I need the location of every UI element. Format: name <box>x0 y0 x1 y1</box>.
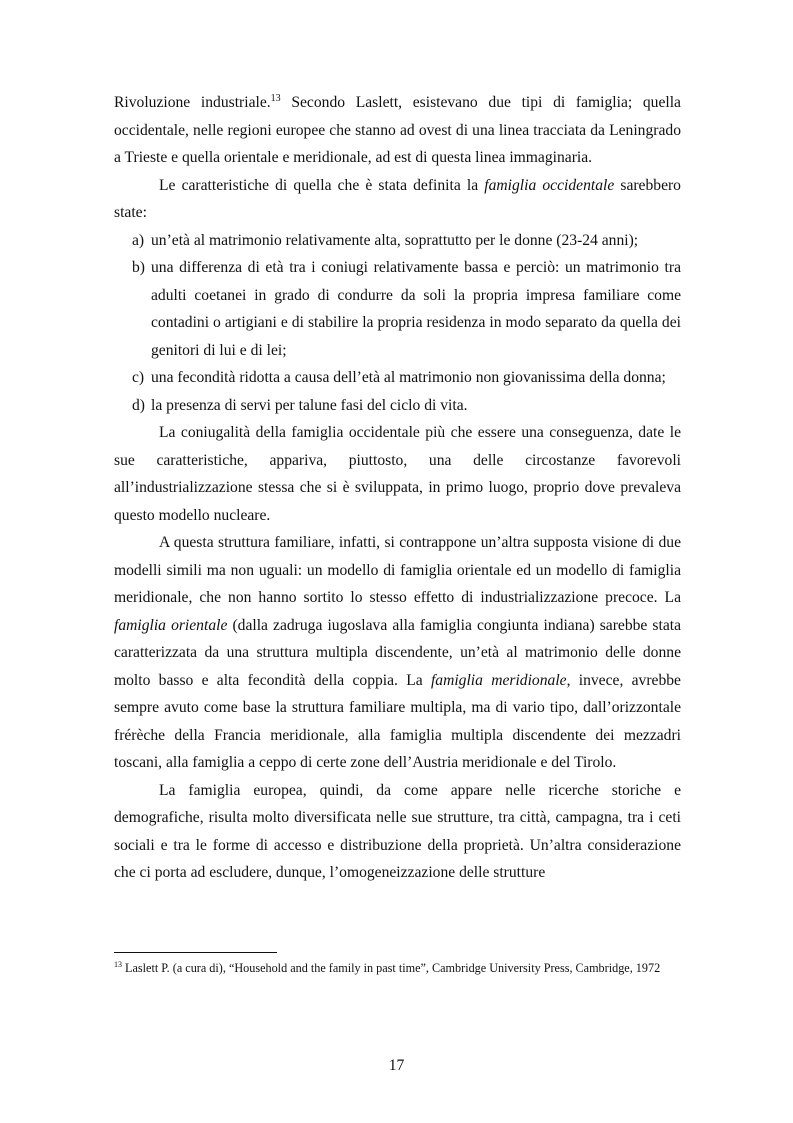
characteristics-list <box>114 227 681 420</box>
list-item-text: un’età al matrimonio relativamente alta, soprattutto per le donne (23-24 anni); <box>151 231 639 249</box>
list-item-text: una fecondità ridotta a causa dell’età al matrimonio non giovanissima della donna; <box>151 369 666 386</box>
paragraph-5: La famiglia europea, quindi, da come appare nelle ricerche storiche e demografiche, risulta molto diversificata nelle sue strutture, tra città, campagna, tra i ceti sociali e tra le forme di accesso e distribuzione della proprietà. Un’altra considerazione che ci porta ad escludere, dunque, l’omogeneizzazione delle strutture <box>114 781 681 881</box>
list-item <box>114 227 681 255</box>
paragraph-2 <box>114 172 681 227</box>
footnote-number: 13 <box>114 959 122 969</box>
paragraph-3: La coniugalità della famiglia occidentale più che essere una conseguenza, date le sue caratteristiche, appariva, piuttosto, una delle circostanze favorevoli all’industrializzazione stessa che si è sviluppata, in primo luogo, proprio dove prevaleva questo modello nucleare. <box>114 424 681 524</box>
list-marker: c) <box>132 369 145 386</box>
footnote-divider <box>114 952 277 953</box>
footnote <box>114 960 681 976</box>
paragraph-1-text: Rivoluzione industriale. <box>114 94 271 111</box>
list-marker: b) <box>132 259 145 276</box>
emphasis-famiglia-meridionale: famiglia meridionale <box>430 671 567 689</box>
list-marker: a) <box>132 231 145 249</box>
list-item <box>114 364 681 392</box>
paragraph-1-text-continued: Secondo Laslett, esistevano due tipi di famiglia; quella occidentale, nelle regioni europee che stanno ad ovest di una linea tracciata da Leningrado a Trieste e quella orientale e meridionale, ad est di questa linea immaginaria. <box>114 94 681 166</box>
paragraph-4-text-continued: (dalla zadruga iugoslava alla famiglia congiunta indiana) sarebbe stata caratterizzata da una struttura multipla discendente, un’età al matrimonio delle donne molto basso e alta fecondità della coppia. La <box>114 616 681 689</box>
footnote-text: Laslett P. (a cura di), “Household and the family in past time”, Cambridge University Press, Cambridge, 1972 <box>122 961 661 975</box>
list-item-text: una differenza di età tra i coniugi relativamente bassa e perciò: un matrimonio tra adulti coetanei in grado di condurre da soli la propria impresa familiare come contadini o artigiani e di stabilire la propria residenza in modo separato da quella dei genitori di lui e di lei; <box>151 259 681 359</box>
emphasis-famiglia-occidentale: famiglia occidentale <box>484 176 615 194</box>
paragraph-1 <box>114 89 681 172</box>
footnote-reference[interactable]: 13 <box>270 92 281 104</box>
paragraph-2-text: Le caratteristiche di quella che è stata definita la <box>159 176 485 194</box>
page-number: 17 <box>388 1057 405 1074</box>
paragraph-2-text-continued: sarebbero state: <box>114 176 681 221</box>
list-item-text: la presenza di servi per talune fasi del ciclo di vita. <box>151 396 468 414</box>
body-text <box>114 89 681 887</box>
list-marker: d) <box>132 396 145 414</box>
paragraph-4-text: A questa struttura familiare, infatti, si contrappone un’altra supposta visione di due modelli simili ma non uguali: un modello di famiglia orientale ed un modello di famiglia meridionale, che non hanno sortito lo stesso effetto di industrializzazione precoce. La <box>114 534 681 606</box>
emphasis-famiglia-orientale: famiglia orientale <box>114 616 228 634</box>
paragraph-4 <box>114 529 681 777</box>
paragraph-4-text-end: , invece, avrebbe sempre avuto come base la struttura familiare multipla, ma di vario tipo, dall’orizzontale frérèche della Francia meridionale, alla famiglia multipla discendente dei mezzadri toscani, alla famiglia a ceppo di certe zone dell’Austria meridionale e del Tirolo. <box>114 671 681 771</box>
list-item <box>114 254 681 364</box>
list-item <box>114 392 681 420</box>
